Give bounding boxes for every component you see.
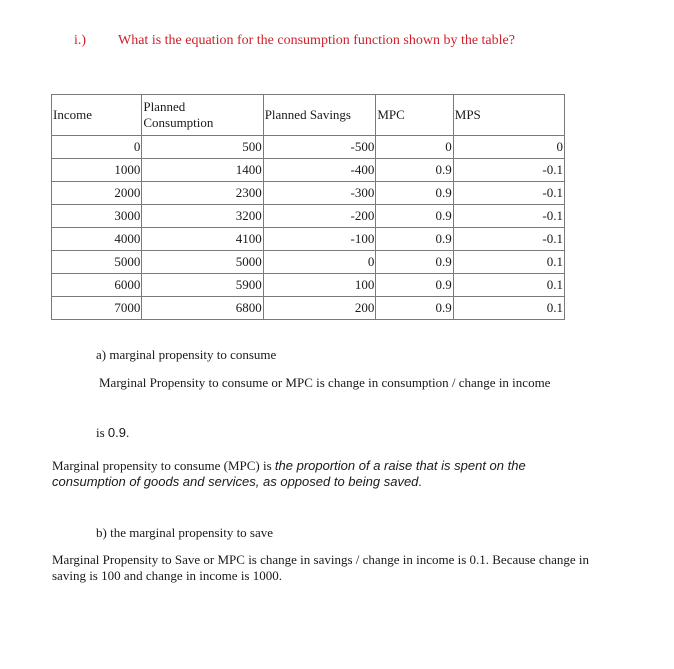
header-consumption-line2: Consumption	[143, 115, 214, 130]
cell-consumption: 1400	[142, 159, 263, 182]
cell-mpc: 0.9	[376, 159, 453, 182]
table-row	[52, 251, 565, 274]
answer-a-explanation	[52, 458, 582, 490]
header-planned-savings: Planned Savings	[263, 95, 376, 136]
table-body	[52, 136, 565, 320]
table-row	[52, 159, 565, 182]
cell-mpc: 0.9	[376, 182, 453, 205]
cell-mps: -0.1	[453, 159, 564, 182]
answer-a-definition: Marginal Propensity to consume or MPC is change in consumption / change in income	[99, 375, 551, 390]
cell-income: 6000	[52, 274, 142, 297]
cell-savings: -100	[263, 228, 376, 251]
table-row	[52, 136, 565, 159]
consumption-table	[51, 94, 565, 320]
answer-a-value-suffix: .	[126, 425, 130, 440]
table-header-row	[52, 95, 565, 136]
table-row	[52, 297, 565, 320]
cell-consumption: 500	[142, 136, 263, 159]
cell-mpc: 0.9	[376, 274, 453, 297]
header-mpc: MPC	[376, 95, 453, 136]
answer-b-definition: Marginal Propensity to Save or MPC is change in savings / change in income is 0.1. Because change in saving is 100 and change in income is 1000.	[52, 552, 589, 583]
cell-mpc: 0.9	[376, 228, 453, 251]
cell-income: 1000	[52, 159, 142, 182]
cell-mps: -0.1	[453, 182, 564, 205]
cell-mps: 0.1	[453, 297, 564, 320]
cell-savings: -300	[263, 182, 376, 205]
cell-consumption: 6800	[142, 297, 263, 320]
cell-savings: 0	[263, 251, 376, 274]
cell-mps: -0.1	[453, 228, 564, 251]
cell-mps: 0.1	[453, 251, 564, 274]
answer-a-long-suffix: .	[418, 474, 422, 489]
table-row	[52, 205, 565, 228]
cell-mpc: 0.9	[376, 297, 453, 320]
cell-income: 5000	[52, 251, 142, 274]
table-row	[52, 182, 565, 205]
cell-mps: -0.1	[453, 205, 564, 228]
cell-mpc: 0.9	[376, 251, 453, 274]
question-text: What is the equation for the consumption function shown by the table?	[118, 33, 515, 48]
answer-a-value-prefix: is	[96, 425, 108, 440]
cell-savings: -500	[263, 136, 376, 159]
header-income: Income	[52, 95, 142, 136]
answer-a-value: 0.9	[107, 425, 126, 440]
answer-a-long-emphasis: the proportion of a raise that is spent on the consumption of goods and services, as opposed to being saved	[52, 458, 526, 489]
table-row	[52, 274, 565, 297]
cell-savings: -400	[263, 159, 376, 182]
table-row	[52, 228, 565, 251]
cell-income: 3000	[52, 205, 142, 228]
cell-consumption: 5900	[142, 274, 263, 297]
answer-a-value-line	[96, 425, 129, 441]
cell-mpc: 0.9	[376, 205, 453, 228]
answer-b-label: b) the marginal propensity to save	[96, 525, 274, 540]
cell-consumption: 5000	[142, 251, 263, 274]
header-consumption-line1: Planned	[143, 99, 186, 114]
cell-savings: 200	[263, 297, 376, 320]
cell-income: 2000	[52, 182, 142, 205]
cell-consumption: 2300	[142, 182, 263, 205]
cell-mps: 0.1	[453, 274, 564, 297]
header-mps: MPS	[453, 95, 564, 136]
answer-a-long-prefix: Marginal propensity to consume (MPC) is	[52, 458, 275, 473]
cell-consumption: 3200	[142, 205, 263, 228]
header-planned-consumption	[142, 95, 263, 136]
cell-income: 7000	[52, 297, 142, 320]
cell-income: 0	[52, 136, 142, 159]
cell-mps: 0	[453, 136, 564, 159]
cell-mpc: 0	[376, 136, 453, 159]
question-heading	[74, 33, 515, 49]
answer-a-label: a) marginal propensity to consume	[96, 347, 277, 362]
cell-savings: -200	[263, 205, 376, 228]
cell-savings: 100	[263, 274, 376, 297]
cell-income: 4000	[52, 228, 142, 251]
question-number: i.)	[74, 33, 87, 48]
cell-consumption: 4100	[142, 228, 263, 251]
